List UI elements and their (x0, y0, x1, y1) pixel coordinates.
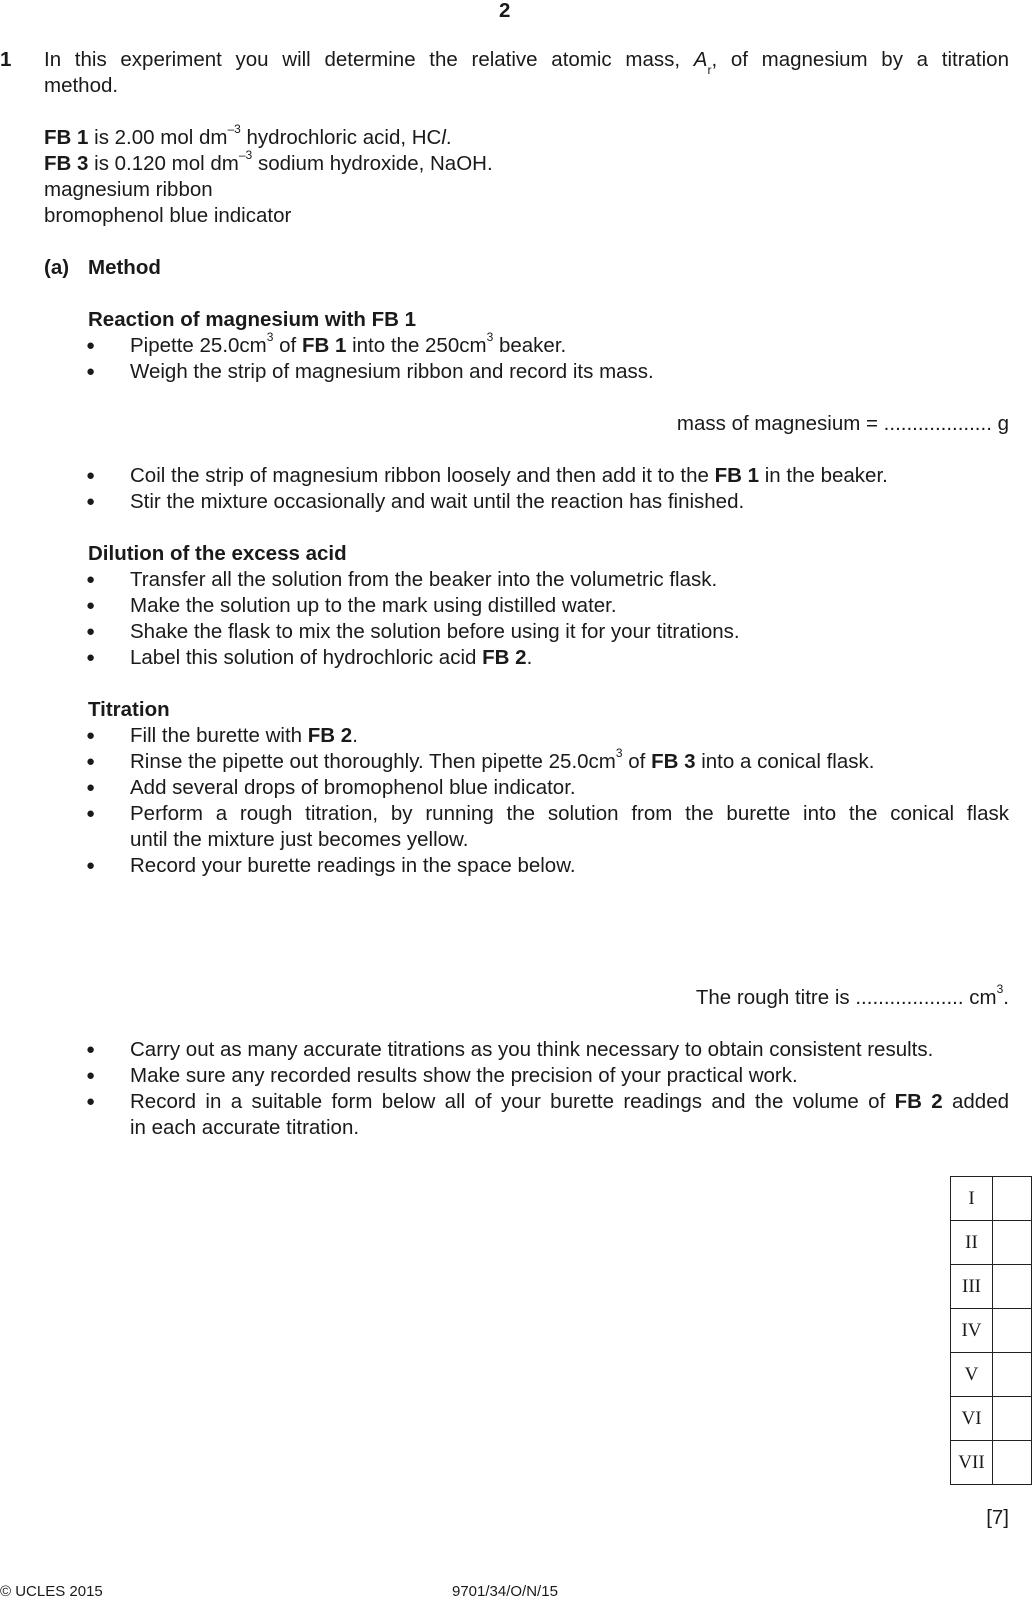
step-record-form-line-2: in each accurate titration. (130, 1116, 360, 1139)
mark-box (993, 1309, 1032, 1353)
bullet-icon: ● (86, 571, 96, 588)
page-number: 2 (499, 0, 511, 22)
footer-copyright: © UCLES 2015 (0, 1583, 103, 1600)
footer-code: 9701/34/O/N/15 (452, 1583, 558, 1600)
step-rinse-pipette: Rinse the pipette out thoroughly. Then pipette $25.0cm^3$ of FB 3 into a conical flask. (130, 746, 875, 773)
step-transfer: Transfer all the solution from the beaker into the volumetric flask. (130, 568, 718, 591)
bullet-icon: ● (86, 363, 96, 380)
material-magnesium: magnesium ribbon (44, 178, 213, 201)
mark-box (993, 1397, 1032, 1441)
material-fb1: FB 1 is 2.00 mol $dm^{-3}$ hydrochloric acid, HCl. (44, 122, 452, 149)
step-add-indicator: Add several drops of bromophenol blue indicator. (130, 776, 576, 799)
mark-box (993, 1353, 1032, 1397)
marking-row (951, 1309, 1032, 1353)
marking-row (951, 1353, 1032, 1397)
bullet-icon: ● (86, 1041, 96, 1058)
bullet-icon: ● (86, 493, 96, 510)
step-stir: Stir the mixture occasionally and wait until the reaction has finished. (130, 490, 745, 513)
bullet-icon: ● (86, 467, 96, 484)
bullet-icon: ● (86, 623, 96, 640)
mark-box (993, 1441, 1032, 1485)
marking-row (951, 1177, 1032, 1221)
intro-line-1: In this experiment you will determine the relative atomic mass, $A_r$, of magnesium by a titration (44, 48, 1009, 77)
marking-row (951, 1265, 1032, 1309)
step-accurate-titrations: Carry out as many accurate titrations as you think necessary to obtain consistent results. (130, 1038, 934, 1061)
bullet-icon: ● (86, 857, 96, 874)
step-record-readings: Record your burette readings in the space below. (130, 854, 576, 877)
step-label-fb2: Label this solution of hydrochloric acid FB 2. (130, 646, 533, 669)
step-weigh: Weigh the strip of magnesium ribbon and record its mass. (130, 360, 654, 383)
bullet-icon: ● (86, 779, 96, 796)
bullet-icon: ● (86, 1093, 96, 1110)
step-make-up: Make the solution up to the mark using distilled water. (130, 594, 617, 617)
bullet-icon: ● (86, 337, 96, 354)
reaction-heading: Reaction of magnesium with FB 1 (88, 308, 417, 331)
bullet-icon: ● (86, 649, 96, 666)
step-precision: Make sure any recorded results show the precision of your practical work. (130, 1064, 798, 1087)
mark-label: III (951, 1265, 993, 1309)
step-rough-titration-line-2: until the mixture just becomes yellow. (130, 828, 469, 851)
marking-row (951, 1397, 1032, 1441)
mark-box (993, 1221, 1032, 1265)
marking-row (951, 1441, 1032, 1485)
mark-label: I (951, 1177, 993, 1221)
part-a-title: Method (88, 256, 161, 279)
mark-label: IV (951, 1309, 993, 1353)
material-fb3: FB 3 is 0.120 mol $dm^{-3}$ sodium hydroxide, NaOH. (44, 148, 493, 175)
step-coil: Coil the strip of magnesium ribbon loosely and then add it to the FB 1 in the beaker. (130, 464, 888, 487)
step-record-form-line-1: Record in a suitable form below all of your burette readings and the volume of FB 2 added (130, 1090, 1009, 1113)
step-shake: Shake the flask to mix the solution before using it for your titrations. (130, 620, 740, 643)
mark-label: II (951, 1221, 993, 1265)
bullet-icon: ● (86, 805, 96, 822)
marking-row (951, 1221, 1032, 1265)
mark-box (993, 1177, 1032, 1221)
rough-titre-answer-line: The rough titre is ................... $cm^3$. (695, 982, 1009, 1009)
part-a-label: (a) (44, 256, 70, 279)
titration-heading: Titration (88, 698, 170, 721)
bullet-icon: ● (86, 1067, 96, 1084)
bullet-icon: ● (86, 727, 96, 744)
intro-line-2: method. (44, 74, 119, 97)
material-indicator: bromophenol blue indicator (44, 204, 292, 227)
bullet-icon: ● (86, 597, 96, 614)
marks-total: [7] (986, 1506, 1009, 1529)
question-number: 1 (0, 48, 12, 71)
bullet-icon: ● (86, 753, 96, 770)
step-pipette-fb1: Pipette $25.0cm^3$ of FB 1 into the $250cm^3$ beaker. (130, 330, 567, 357)
dilution-heading: Dilution of the excess acid (88, 542, 347, 565)
mark-label: VI (951, 1397, 993, 1441)
mark-label: VII (951, 1441, 993, 1485)
mark-box (993, 1265, 1032, 1309)
mark-label: V (951, 1353, 993, 1397)
step-fill-burette: Fill the burette with FB 2. (130, 724, 358, 747)
mass-answer-line: mass of magnesium = ................... g (676, 412, 1009, 435)
marking-grid (950, 1176, 1032, 1485)
step-rough-titration-line-1: Perform a rough titration, by running the solution from the burette into the conical flask (130, 802, 1009, 825)
